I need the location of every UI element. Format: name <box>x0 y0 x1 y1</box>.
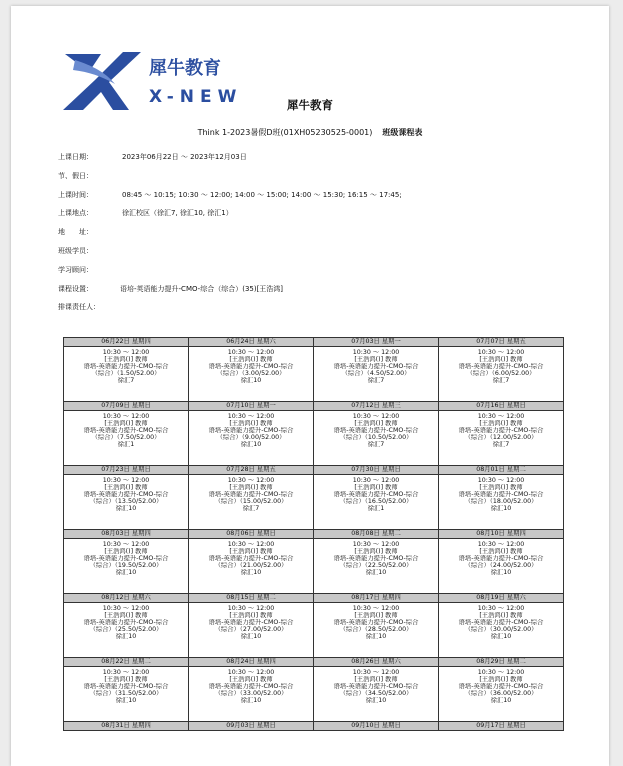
session-date: 08月01日 星期二 <box>439 466 564 475</box>
session-room: 徐汇7 <box>117 377 135 385</box>
document-name: 班级课程表 <box>382 128 423 137</box>
session-time: 10:30 ～ 12:00 <box>352 349 400 356</box>
session-date: 08月03日 星期四 <box>64 530 189 539</box>
session-hours: （综合）（15.00/52.00） <box>214 498 288 506</box>
session-teacher: [王浩鸿()] 教师 <box>104 420 148 428</box>
session-cell <box>189 603 314 658</box>
info-row <box>58 264 598 283</box>
session-time: 10:30 ～ 12:00 <box>102 605 150 612</box>
session-cell <box>189 475 314 530</box>
session-cell <box>64 539 189 594</box>
info-row <box>58 245 598 264</box>
organization-name: 犀牛教育 <box>287 98 333 112</box>
session-hours: （综合）（22.50/52.00） <box>339 562 413 570</box>
session-time: 10:30 ～ 12:00 <box>227 541 275 548</box>
session-cell <box>314 475 439 530</box>
session-cell <box>439 603 564 658</box>
session-course: 语培-英语能力提升-CMO-综合 <box>83 619 169 627</box>
session-hours: （综合）（21.00/52.00） <box>214 562 288 570</box>
session-time: 10:30 ～ 12:00 <box>227 349 275 356</box>
session-course: 语培-英语能力提升-CMO-综合 <box>458 683 544 691</box>
info-value: 徐汇校区（徐汇7, 徐汇10, 徐汇1） <box>122 209 233 218</box>
session-room: 徐汇10 <box>240 441 262 449</box>
session-date: 08月10日 星期四 <box>439 530 564 539</box>
session-cell <box>189 411 314 466</box>
info-label: 地 址： <box>58 228 93 237</box>
session-cell <box>64 347 189 402</box>
session-teacher: [王浩鸿()] 教师 <box>354 356 398 364</box>
session-date: 07月09日 星期日 <box>64 402 189 411</box>
session-date: 08月31日 星期四 <box>64 722 189 731</box>
session-time: 10:30 ～ 12:00 <box>352 413 400 420</box>
session-cell <box>314 539 439 594</box>
session-hours: （综合）（25.50/52.00） <box>89 626 163 634</box>
session-teacher: [王浩鸿()] 教师 <box>354 420 398 428</box>
session-cell <box>439 411 564 466</box>
session-room: 徐汇10 <box>240 633 262 641</box>
info-row <box>58 170 598 189</box>
session-course: 语培-英语能力提升-CMO-综合 <box>208 363 294 371</box>
session-time: 10:30 ～ 12:00 <box>477 541 525 548</box>
info-row <box>58 189 598 208</box>
session-teacher: [王浩鸿()] 教师 <box>479 420 523 428</box>
session-course: 语培-英语能力提升-CMO-综合 <box>83 363 169 371</box>
session-cell <box>439 347 564 402</box>
session-hours: （综合）（34.50/52.00） <box>339 690 413 698</box>
session-cell <box>314 347 439 402</box>
session-row <box>64 347 564 402</box>
session-course: 语培-英语能力提升-CMO-综合 <box>83 683 169 691</box>
session-cell <box>314 603 439 658</box>
session-teacher: [王浩鸿()] 教师 <box>354 484 398 492</box>
session-date: 07月16日 星期日 <box>439 402 564 411</box>
session-time: 10:30 ～ 12:00 <box>227 605 275 612</box>
session-course: 语培-英语能力提升-CMO-综合 <box>333 363 419 371</box>
session-row <box>64 603 564 658</box>
info-value: 2023年06月22日 ～ 2023年12月03日 <box>122 153 247 161</box>
session-room: 徐汇10 <box>365 697 387 705</box>
session-teacher: [王浩鸿()] 教师 <box>104 548 148 556</box>
session-room: 徐汇10 <box>115 697 137 705</box>
schedule-table <box>63 337 564 731</box>
session-hours: （综合）（3.00/52.00） <box>216 370 286 378</box>
session-date: 08月12日 星期六 <box>64 594 189 603</box>
info-label: 排课责任人： <box>58 303 100 312</box>
session-course: 语培-英语能力提升-CMO-综合 <box>333 619 419 627</box>
session-room: 徐汇1 <box>117 441 135 449</box>
session-course: 语培-英语能力提升-CMO-综合 <box>83 427 169 435</box>
session-hours: （综合）（24.00/52.00） <box>464 562 538 570</box>
info-label: 课程设置： <box>58 284 93 293</box>
session-course: 语培-英语能力提升-CMO-综合 <box>208 491 294 499</box>
session-date: 09月17日 星期日 <box>439 722 564 731</box>
session-date: 08月22日 星期二 <box>64 658 189 667</box>
info-label: 上课日期： <box>58 153 93 161</box>
info-row <box>58 301 598 320</box>
session-room: 徐汇10 <box>490 505 512 513</box>
session-hours: （综合）（4.50/52.00） <box>341 370 411 378</box>
session-room: 徐汇10 <box>240 569 262 577</box>
info-row <box>58 207 598 226</box>
session-cell <box>314 667 439 722</box>
session-teacher: [王浩鸿()] 教师 <box>229 548 273 556</box>
session-room: 徐汇10 <box>490 697 512 705</box>
session-date: 08月15日 星期二 <box>189 594 314 603</box>
session-room: 徐汇7 <box>492 377 510 385</box>
info-label: 上课时间： <box>58 190 93 199</box>
session-teacher: [王浩鸿()] 教师 <box>229 676 273 684</box>
session-teacher: [王浩鸿()] 教师 <box>104 612 148 620</box>
session-room: 徐汇10 <box>115 569 137 577</box>
session-room: 徐汇10 <box>115 633 137 641</box>
session-cell <box>189 667 314 722</box>
session-course: 语培-英语能力提升-CMO-综合 <box>458 619 544 627</box>
session-hours: （综合）（36.00/52.00） <box>464 690 538 698</box>
date-header-row <box>64 466 564 475</box>
session-cell <box>439 539 564 594</box>
session-teacher: [王浩鸿()] 教师 <box>229 420 273 428</box>
session-room: 徐汇7 <box>367 377 385 385</box>
session-time: 10:30 ～ 12:00 <box>352 669 400 676</box>
date-header-row <box>64 530 564 539</box>
info-row <box>58 283 598 302</box>
svg-text:X-NEW: X-NEW <box>149 87 241 107</box>
date-header-row <box>64 594 564 603</box>
session-room: 徐汇7 <box>492 441 510 449</box>
session-cell <box>189 539 314 594</box>
session-course: 语培-英语能力提升-CMO-综合 <box>208 555 294 563</box>
session-course: 语培-英语能力提升-CMO-综合 <box>333 491 419 499</box>
session-hours: （综合）（16.50/52.00） <box>339 498 413 506</box>
session-course: 语培-英语能力提升-CMO-综合 <box>458 363 544 371</box>
date-header-row <box>64 658 564 667</box>
session-room: 徐汇7 <box>242 505 260 513</box>
session-course: 语培-英语能力提升-CMO-综合 <box>208 619 294 627</box>
date-header-row <box>64 338 564 347</box>
session-cell <box>439 475 564 530</box>
session-course: 语培-英语能力提升-CMO-综合 <box>83 491 169 499</box>
session-hours: （综合）（9.00/52.00） <box>216 434 286 442</box>
session-time: 10:30 ～ 12:00 <box>102 477 150 484</box>
info-value: 08:45 ～ 10:15; 10:30 ～ 12:00; 14:00 ～ 15:00; 14:00 ～ 15:30; 16:15 ～ 17:45; <box>122 190 402 199</box>
session-teacher: [王浩鸿()] 教师 <box>479 356 523 364</box>
session-room: 徐汇10 <box>490 569 512 577</box>
session-date: 08月29日 星期二 <box>439 658 564 667</box>
info-label: 节、假日： <box>58 171 93 180</box>
session-teacher: [王浩鸿()] 教师 <box>229 484 273 492</box>
session-teacher: [王浩鸿()] 教师 <box>229 356 273 364</box>
schedule-title <box>11 127 609 138</box>
session-teacher: [王浩鸿()] 教师 <box>479 484 523 492</box>
svg-text:犀牛教育: 犀牛教育 <box>149 58 221 79</box>
session-teacher: [王浩鸿()] 教师 <box>354 676 398 684</box>
session-date: 07月07日 星期五 <box>439 338 564 347</box>
session-time: 10:30 ～ 12:00 <box>102 413 150 420</box>
session-time: 10:30 ～ 12:00 <box>352 605 400 612</box>
session-hours: （综合）（28.50/52.00） <box>339 626 413 634</box>
session-date: 07月12日 星期三 <box>314 402 439 411</box>
session-time: 10:30 ～ 12:00 <box>477 477 525 484</box>
session-date: 07月23日 星期日 <box>64 466 189 475</box>
session-room: 徐汇1 <box>367 505 385 513</box>
session-cell <box>64 411 189 466</box>
session-hours: （综合）（18.00/52.00） <box>464 498 538 506</box>
session-teacher: [王浩鸿()] 教师 <box>104 484 148 492</box>
session-room: 徐汇10 <box>240 377 262 385</box>
session-teacher: [王浩鸿()] 教师 <box>354 612 398 620</box>
session-hours: （综合）（1.50/52.00） <box>91 370 161 378</box>
session-teacher: [王浩鸿()] 教师 <box>104 356 148 364</box>
session-teacher: [王浩鸿()] 教师 <box>354 548 398 556</box>
session-room: 徐汇10 <box>115 505 137 513</box>
session-teacher: [王浩鸿()] 教师 <box>229 612 273 620</box>
session-date: 07月03日 星期一 <box>314 338 439 347</box>
session-time: 10:30 ～ 12:00 <box>102 541 150 548</box>
session-cell <box>189 347 314 402</box>
session-course: 语培-英语能力提升-CMO-综合 <box>208 683 294 691</box>
session-date: 09月03日 星期日 <box>189 722 314 731</box>
session-hours: （综合）（6.00/52.00） <box>466 370 536 378</box>
session-time: 10:30 ～ 12:00 <box>227 669 275 676</box>
session-time: 10:30 ～ 12:00 <box>102 349 150 356</box>
session-cell <box>314 411 439 466</box>
session-time: 10:30 ～ 12:00 <box>477 669 525 676</box>
session-course: 语培-英语能力提升-CMO-综合 <box>458 491 544 499</box>
info-row <box>58 151 598 170</box>
session-teacher: [王浩鸿()] 教师 <box>104 676 148 684</box>
session-date: 09月10日 星期日 <box>314 722 439 731</box>
session-hours: （综合）（7.50/52.00） <box>91 434 161 442</box>
session-hours: （综合）（27.00/52.00） <box>214 626 288 634</box>
session-date: 08月19日 星期六 <box>439 594 564 603</box>
session-cell <box>64 475 189 530</box>
session-hours: （综合）（12.00/52.00） <box>464 434 538 442</box>
session-cell <box>439 667 564 722</box>
session-teacher: [王浩鸿()] 教师 <box>479 548 523 556</box>
session-room: 徐汇10 <box>365 633 387 641</box>
session-time: 10:30 ～ 12:00 <box>102 669 150 676</box>
session-date: 08月08日 星期二 <box>314 530 439 539</box>
document-page <box>11 6 609 766</box>
session-row <box>64 411 564 466</box>
session-room: 徐汇10 <box>240 697 262 705</box>
session-time: 10:30 ～ 12:00 <box>352 541 400 548</box>
session-teacher: [王浩鸿()] 教师 <box>479 676 523 684</box>
session-room: 徐汇10 <box>365 569 387 577</box>
class-info <box>58 151 598 320</box>
session-date: 07月28日 星期五 <box>189 466 314 475</box>
session-hours: （综合）（13.50/52.00） <box>89 498 163 506</box>
session-date: 08月17日 星期四 <box>314 594 439 603</box>
session-course: 语培-英语能力提升-CMO-综合 <box>458 555 544 563</box>
session-course: 语培-英语能力提升-CMO-综合 <box>333 427 419 435</box>
session-time: 10:30 ～ 12:00 <box>477 413 525 420</box>
session-course: 语培-英语能力提升-CMO-综合 <box>458 427 544 435</box>
session-row <box>64 539 564 594</box>
session-room: 徐汇7 <box>367 441 385 449</box>
session-hours: （综合）（31.50/52.00） <box>89 690 163 698</box>
session-time: 10:30 ～ 12:00 <box>227 413 275 420</box>
session-hours: （综合）（19.50/52.00） <box>89 562 163 570</box>
session-cell <box>64 603 189 658</box>
session-course: 语培-英语能力提升-CMO-综合 <box>208 427 294 435</box>
session-date: 08月24日 星期四 <box>189 658 314 667</box>
session-hours: （综合）（33.00/52.00） <box>214 690 288 698</box>
date-header-row <box>64 402 564 411</box>
info-row <box>58 226 598 245</box>
date-header-row <box>64 722 564 731</box>
session-row <box>64 475 564 530</box>
info-label: 上课地点： <box>58 209 93 218</box>
session-hours: （综合）（30.00/52.00） <box>464 626 538 634</box>
session-date: 07月30日 星期日 <box>314 466 439 475</box>
session-date: 08月06日 星期日 <box>189 530 314 539</box>
session-hours: （综合）（10.50/52.00） <box>339 434 413 442</box>
session-cell <box>64 667 189 722</box>
session-room: 徐汇10 <box>490 633 512 641</box>
session-course: 语培-英语能力提升-CMO-综合 <box>333 683 419 691</box>
session-date: 08月26日 星期六 <box>314 658 439 667</box>
session-date: 06月24日 星期六 <box>189 338 314 347</box>
session-time: 10:30 ～ 12:00 <box>477 349 525 356</box>
class-name: Think 1-2023暑假D班(01XH05230525-0001) <box>197 128 373 137</box>
session-time: 10:30 ～ 12:00 <box>477 605 525 612</box>
session-teacher: [王浩鸿()] 教师 <box>479 612 523 620</box>
session-course: 语培-英语能力提升-CMO-综合 <box>333 555 419 563</box>
session-course: 语培-英语能力提升-CMO-综合 <box>83 555 169 563</box>
session-time: 10:30 ～ 12:00 <box>227 477 275 484</box>
session-row <box>64 667 564 722</box>
session-date: 07月10日 星期一 <box>189 402 314 411</box>
info-value: 语培-英语能力提升-CMO-综合（综合）(35)[王浩鸿] <box>120 284 284 293</box>
session-time: 10:30 ～ 12:00 <box>352 477 400 484</box>
session-date: 06月22日 星期四 <box>64 338 189 347</box>
info-label: 学习顾问： <box>58 265 93 274</box>
info-label: 班级学员： <box>58 246 93 255</box>
